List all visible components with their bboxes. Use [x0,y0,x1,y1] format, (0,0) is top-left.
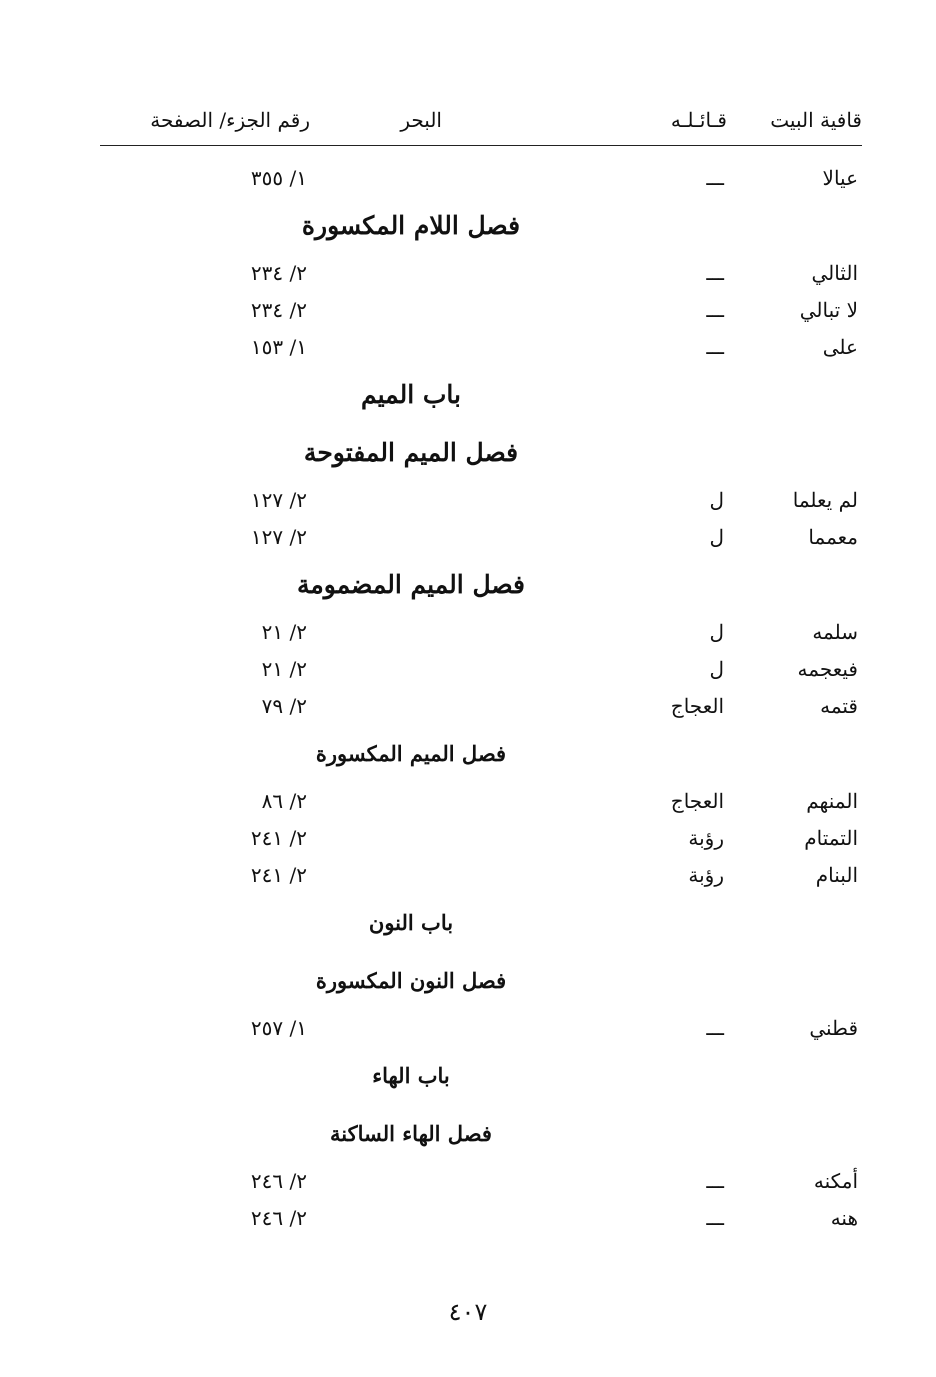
table-row [100,783,862,820]
section-heading: باب الهاء [372,1063,450,1088]
table-row [100,329,862,366]
table-row [100,519,862,556]
header-part-page: رقم الجزء/ الصفحة [150,108,310,132]
rhyme-cell: قطني [809,1016,858,1040]
part-page-cell: ٢/ ٢٣٤ [250,298,307,322]
rhyme-cell: فيعجمه [797,657,858,681]
part-page-cell: ٢/ ١٢٧ [250,488,307,512]
poet-cell: ـــ [706,166,724,190]
section-heading: فصل اللام المكسورة [301,211,521,240]
header-meter: البحر [400,108,442,132]
poet-cell: ـــ [706,1169,724,1193]
part-page-cell: ١/ ١٥٣ [250,335,307,359]
part-page-cell: ١/ ٣٥٥ [250,166,307,190]
table-header [100,108,862,138]
table-row [100,857,862,894]
table-row [100,1200,862,1237]
part-page-cell: ٢/ ٢١ [261,620,307,644]
header-divider [100,145,862,146]
rhyme-cell: التمتام [804,826,858,850]
rhyme-cell: سلمه [812,620,858,644]
section-heading: باب النون [368,910,454,935]
header-poet: قـائـلـه [670,108,727,132]
rhyme-cell: معمما [808,525,858,549]
part-page-cell: ٢/ ٢٤٦ [250,1169,307,1193]
poet-cell: العجاج [670,694,724,718]
part-page-cell: ٢/ ٢١ [261,657,307,681]
section-heading: فصل الميم المكسورة [315,741,507,766]
poet-cell: رؤبة [688,826,724,850]
part-page-cell: ٢/ ٨٦ [261,789,307,813]
table-row [100,820,862,857]
poet-cell: ـــ [706,298,724,322]
rhyme-cell: هنه [830,1206,858,1230]
table-row [100,614,862,651]
poet-cell: ل [709,620,724,644]
table-row [100,688,862,725]
table-row [100,1010,862,1047]
page-number: ٤٠٧ [448,1298,488,1326]
part-page-cell: ٢/ ٢٤١ [250,863,307,887]
rhyme-cell: لم يعلما [792,488,858,512]
header-rhyme: قافية البيت [770,108,862,132]
table-row [100,482,862,519]
rhyme-cell: لا تبالي [799,298,858,322]
rhyme-cell: على [822,335,858,359]
index-table-body [100,160,862,1237]
poet-cell: رؤبة [688,863,724,887]
part-page-cell: ١/ ٢٥٧ [250,1016,307,1040]
part-page-cell: ٢/ ٧٩ [261,694,307,718]
poet-cell: ـــ [706,1016,724,1040]
poet-cell: العجاج [670,789,724,813]
section-heading: فصل الميم المفتوحة [303,438,519,467]
table-row [100,1163,862,1200]
rhyme-cell: قتمه [820,694,858,718]
poet-cell: ـــ [706,1206,724,1230]
poet-cell: ل [709,525,724,549]
poet-cell: ل [709,488,724,512]
table-row [100,160,862,197]
rhyme-cell: عيالا [822,166,858,190]
table-row [100,292,862,329]
table-row [100,651,862,688]
part-page-cell: ٢/ ١٢٧ [250,525,307,549]
section-heading: باب الميم [360,380,461,409]
section-heading: فصل الميم المضمومة [296,570,526,599]
poet-cell: ـــ [706,335,724,359]
part-page-cell: ٢/ ٢٣٤ [250,261,307,285]
rhyme-cell: المنهم [806,789,858,813]
section-heading: فصل النون المكسورة [315,968,507,993]
poet-cell: ل [709,657,724,681]
poet-cell: ـــ [706,261,724,285]
part-page-cell: ٢/ ٢٤١ [250,826,307,850]
part-page-cell: ٢/ ٢٤٦ [250,1206,307,1230]
section-heading: فصل الهاء الساكنة [330,1121,492,1146]
rhyme-cell: البنام [815,863,858,887]
rhyme-cell: أمكنه [813,1169,858,1193]
rhyme-cell: الثالي [811,261,858,285]
table-row [100,255,862,292]
